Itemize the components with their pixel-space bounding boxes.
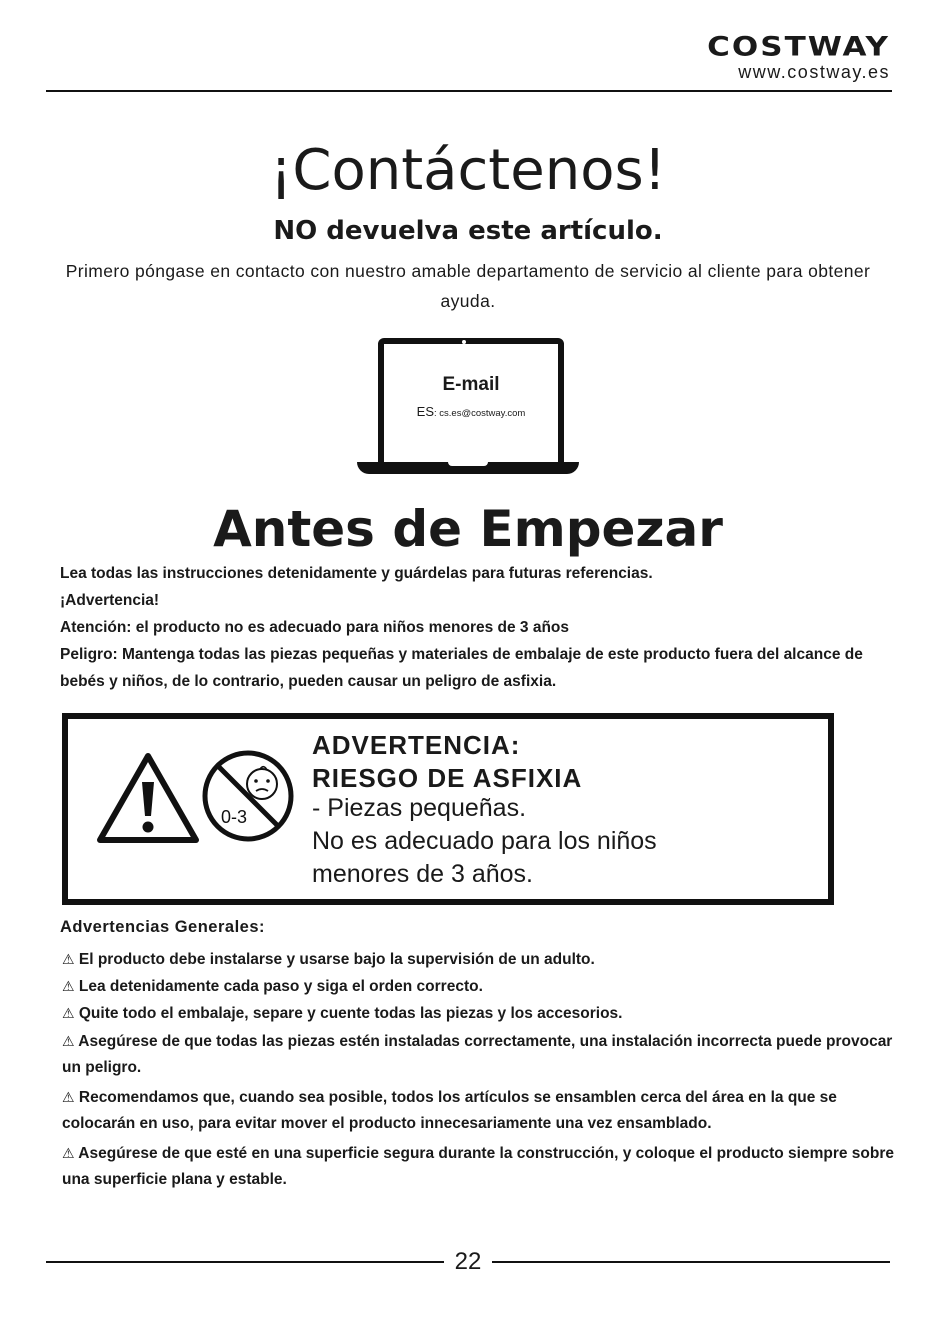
- choking-hazard-heading: RIESGO DE ASFIXIA: [312, 763, 583, 793]
- warning-bullet-icon: ⚠: [62, 1005, 75, 1021]
- general-warning-item: ⚠ Asegúrese de que esté en una superficie segura durante la construcción, y coloque el producto siempre sobre una superficie plana y estable.: [62, 1145, 894, 1188]
- warning-line-small-parts: - Piezas pequeñas.: [312, 794, 527, 822]
- warning-line-age: menores de 3 años.: [312, 860, 533, 888]
- email-line: [378, 404, 564, 419]
- footer-divider-left: [46, 1261, 444, 1263]
- danger-text: Peligro: Mantenga todas las piezas pequeñas y materiales de embalaje de este producto fuera del alcance de bebés y niños, de lo contrario, pueden causar un peligro de asfixia.: [60, 646, 863, 690]
- laptop-camera-icon: [462, 340, 466, 344]
- email-title: E-mail: [442, 374, 500, 395]
- email-address[interactable]: : cs.es@costway.com: [434, 408, 526, 419]
- brand-logo: COSTWAY: [707, 31, 890, 63]
- warning-bullet-icon: ⚠: [62, 1145, 75, 1161]
- contact-title: ¡Contáctenos!: [269, 138, 667, 203]
- return-note: NO devuelva este artículo.: [273, 216, 663, 246]
- warning-bullet-icon: ⚠: [62, 1033, 75, 1049]
- warning-triangle-icon: [96, 752, 200, 844]
- before-title: Antes de Empezar: [213, 500, 723, 558]
- warning-bullet-icon: ⚠: [62, 978, 75, 994]
- contact-text: Primero póngase en contacto con nuestro amable departamento de servicio al cliente para obtener ayuda.: [65, 261, 871, 311]
- attention-text: Atención: el producto no es adecuado para niños menores de 3 años: [60, 619, 570, 636]
- laptop-notch-icon: [448, 462, 488, 466]
- warning-line-not-suitable: No es adecuado para los niños: [312, 827, 657, 855]
- warning-label: ¡Advertencia!: [60, 592, 160, 609]
- brand-url: www.costway.es: [738, 62, 890, 82]
- general-warning-item: ⚠ Quite todo el embalaje, separe y cuente todas las piezas y los accesorios.: [62, 1005, 623, 1022]
- laptop-icon: [378, 338, 564, 468]
- email-label: ES: [416, 404, 435, 419]
- warning-bullet-icon: ⚠: [62, 1089, 75, 1105]
- header-divider: [46, 90, 892, 92]
- page-number: 22: [454, 1248, 482, 1275]
- general-warning-item: ⚠ El producto debe instalarse y usarse bajo la supervisión de un adulto.: [62, 951, 595, 968]
- general-warning-item: ⚠ Lea detenidamente cada paso y siga el orden correcto.: [62, 978, 483, 995]
- no-children-under-3-icon: [200, 748, 296, 844]
- brand-header: [707, 31, 890, 82]
- general-warning-item: ⚠ Asegúrese de que todas las piezas estén instaladas correctamente, una instalación incorrecta puede provocar un peligro.: [62, 1033, 893, 1076]
- age-label: 0-3: [220, 807, 248, 827]
- read-instructions-text: Lea todas las instrucciones detenidamente y guárdelas para futuras referencias.: [60, 565, 653, 582]
- warning-heading: ADVERTENCIA:: [312, 730, 521, 760]
- footer-divider-right: [492, 1261, 890, 1263]
- general-warning-item: ⚠ Recomendamos que, cuando sea posible, todos los artículos se ensamblen cerca del área en la que se colocarán en uso, para evitar mover el producto innecesariamente una vez ensamblado.: [62, 1089, 837, 1132]
- general-warnings-title: Advertencias Generales:: [60, 918, 266, 936]
- warning-bullet-icon: ⚠: [62, 951, 75, 967]
